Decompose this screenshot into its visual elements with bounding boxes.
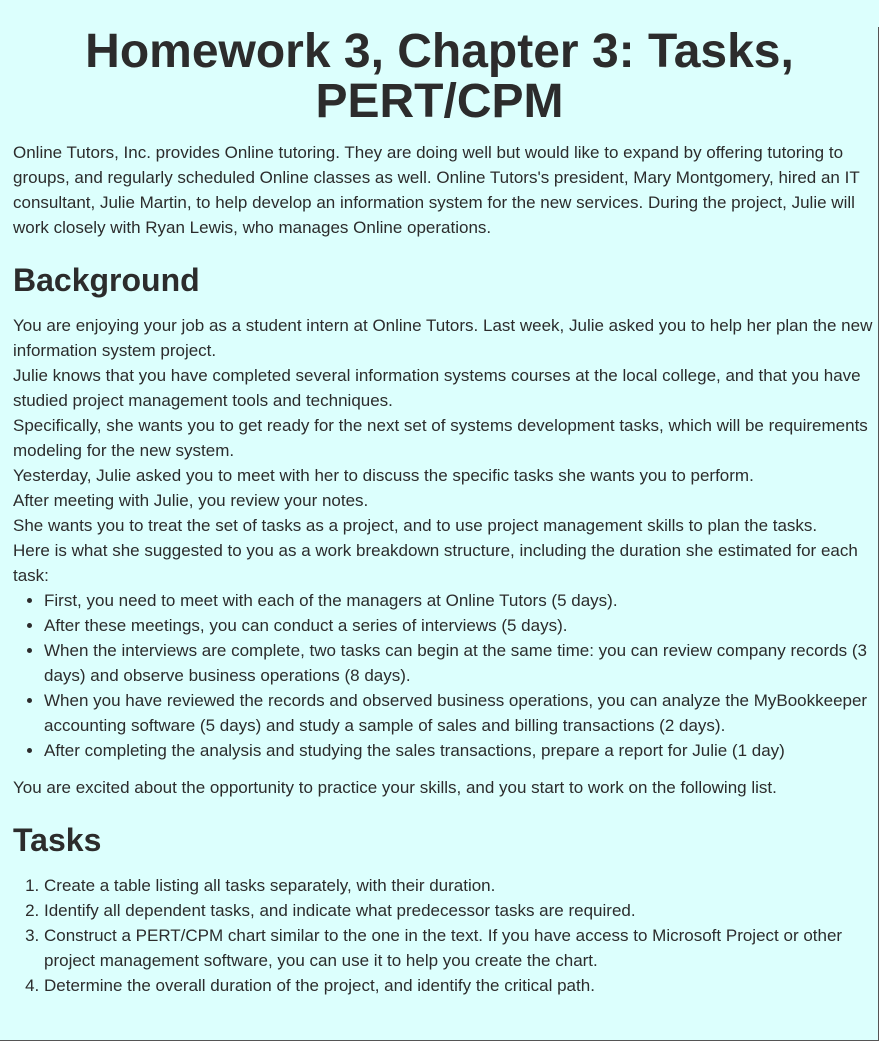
background-closing: You are excited about the opportunity to practice your skills, and you start to work on the following list. <box>13 778 777 797</box>
background-paragraph: After meeting with Julie, you review your notes. <box>13 491 369 510</box>
intro-paragraph: Online Tutors, Inc. provides Online tutoring. They are doing well but would like to expand by offering tutoring to groups, and regularly scheduled Online classes as well. Online Tutors's president, Mary Montgomery, hired an IT consultant, Julie Martin, to help develop an information system for the new services. During the project, Julie will work closely with Ryan Lewis, who manages Online operations. <box>13 143 860 237</box>
list-item: 2. Identify all dependent tasks, and indicate what predecessor tasks are required. <box>44 898 879 923</box>
list-item: • When the interviews are complete, two tasks can begin at the same time: you can review company records (3 days) and observe business operations (8 days). <box>44 638 879 688</box>
list-item: • After these meetings, you can conduct a series of interviews (5 days). <box>44 613 879 638</box>
list-item: 4. Determine the overall duration of the project, and identify the critical path. <box>44 973 879 998</box>
list-item: • When you have reviewed the records and observed business operations, you can analyze the MyBookkeeper accounting software (5 days) and study a sample of sales and billing transactions (2 days). <box>44 688 879 738</box>
list-item: 3. Construct a PERT/CPM chart similar to the one in the text. If you have access to Microsoft Project or other project management software, you can use it to help you create the chart. <box>44 923 879 973</box>
background-paragraph: Specifically, she wants you to get ready for the next set of systems development tasks, which will be requirements modeling for the new system. <box>13 416 868 460</box>
background-paragraph: Here is what she suggested to you as a work breakdown structure, including the duration she estimated for each task: <box>13 541 858 585</box>
document-page <box>0 27 879 998</box>
wbs-bullet-list <box>13 588 879 763</box>
background-paragraph: She wants you to treat the set of tasks as a project, and to use project management skills to plan the tasks. <box>13 516 818 535</box>
background-section <box>13 313 879 800</box>
list-item: 1. Create a table listing all tasks separately, with their duration. <box>44 873 879 898</box>
background-heading: Background <box>13 262 200 298</box>
tasks-heading: Tasks <box>13 822 102 858</box>
background-paragraph: Yesterday, Julie asked you to meet with her to discuss the specific tasks she wants you to perform. <box>13 466 754 485</box>
page-title: Homework 3, Chapter 3: Tasks, PERT/CPM <box>85 25 794 128</box>
list-item: • First, you need to meet with each of the managers at Online Tutors (5 days). <box>44 588 879 613</box>
list-item: • After completing the analysis and studying the sales transactions, prepare a report for Julie (1 day) <box>44 738 879 763</box>
background-paragraph: You are enjoying your job as a student intern at Online Tutors. Last week, Julie asked you to help her plan the new information system project. <box>13 316 873 360</box>
tasks-list <box>13 873 879 998</box>
background-paragraph: Julie knows that you have completed several information systems courses at the local college, and that you have studied project management tools and techniques. <box>13 366 861 410</box>
